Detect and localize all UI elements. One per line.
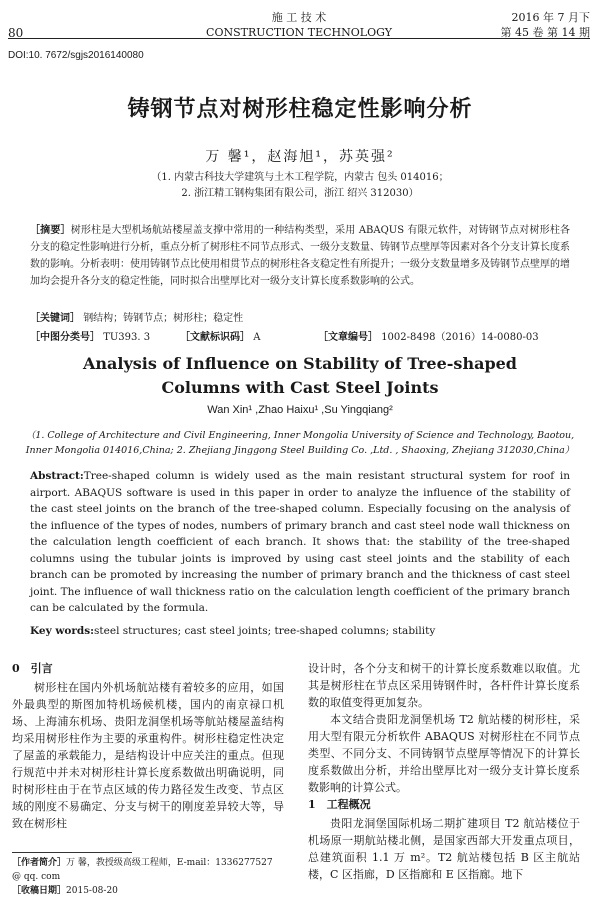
keywords-cn-text: 钢结构；铸钢节点；树形柱；稳定性 [83,313,244,324]
footnote-rule [12,852,132,853]
page-number: 80 [8,26,24,40]
journal-name-en: CONSTRUCTION TECHNOLOGY [206,26,392,39]
paragraph: 本文结合贵阳龙洞堡机场 T2 航站楼的树形柱，采用大型有限元分析软件 ABAQUS 对树形柱在不同节点类型、不同分支、不同铸钢节点壁厚等情况下的计算长度系数做出分析，并给出壁厚比对一级分支计算长度系数影响的计算公式。 [308,713,580,794]
author-bio-text: 万 馨，教授级高级工程师，E-mail：1336277527 @ qq. com [12,858,273,882]
paper-title-en-line1: Analysis of Influence on Stability of Tree-shaped [83,354,517,373]
affiliations-cn [0,170,600,202]
body-column-right [308,660,580,883]
paragraph: 设计时，各个分支和树干的计算长度系数难以取值。尤其是树形柱在节点区采用铸钢件时，各杆件计算长度系数的取值变得更加复杂。 [308,662,580,709]
keywords-en-label: Key words: [30,625,95,637]
abstract-cn-text: 树形柱是大型机场航站楼屋盖支撑中常用的一种结构类型，采用 ABAQUS 有限元软件，对铸钢节点对树形柱各分支的稳定性影响进行分析，重点分析了树形柱不同节点形式、一级分支数量、铸钢节点壁厚等因素对各个分支计算长度系数的影响。分析表明：使用铸钢节点比使用相贯节点的树形柱各支稳定性有所提升；一级分支数量增多及铸钢节点壁厚的增加均会提升各分支的稳定性能，同时拟合出壁厚比对一级分支计算长度系数影响的公式。 [30,225,570,287]
abstract-cn-label: ［摘要］ [30,225,71,236]
header-rule [8,38,590,39]
paper-title-en-line2: Columns with Cast Steel Joints [161,378,439,397]
article-number-label: ［文章编号］ [318,332,378,343]
document-code-value: A [253,332,261,343]
doi: DOI:10. 7672/sgjs2016140080 [8,50,144,61]
clc-value: TU393. 3 [103,332,151,343]
abstract-en-label: Abstract: [30,470,84,482]
keywords-cn [30,309,570,324]
received-date-value: 2015-08-20 [66,886,118,896]
document-code-label: ［文献标识码］ [180,332,250,343]
authors-en: Wan Xin¹ ,Zhao Haixu¹ ,Su Yingqiang² [207,404,393,416]
affiliations-en [24,428,576,458]
issue-date: 2016 年 7 月下 [511,11,590,24]
article-number-value: 1002-8498（2016）14-0080-03 [381,332,539,343]
abstract-cn [30,222,570,290]
authors-cn: 万 馨¹，赵海旭¹，苏英强² [205,149,395,165]
affiliation-en-1: （1. College of Architecture and Civil Engineering, Inner Mongolia University of Science and Technology, Baotou, [25,430,575,441]
abstract-en-text: Tree-shaped column is widely used as the main resistant structural system for roof in airport. ABAQUS software is used in this paper in order to analyze the influence of the stability of the cast steel joints on the branch of the tree-shaped column. Especially focusing on the analysis of the influence of the types of nodes, numbers of primary branch and cast steel node wall thickness on the calculation length coefficient of each branch. It shows that: the stability of the tree-shaped columns using the tubular joints is improved by using cast steel joints and the stability of each branch can be promoted by increasing the number of primary branch and the thickness of cast steel joint. The influence of wall thickness ratio on the calculation length coefficient of the primary branch can be calculated by the formula. [30,470,570,614]
keywords-en [30,625,570,637]
author-bio-label: ［作者简介］ [12,858,67,868]
clc-code [30,328,150,343]
affiliation-en-2: Inner Mongolia 014016,China; 2. Zhejiang Jinggong Steel Building Co. ,Ltd. , Shaoxing, Zhejiang 312030,China） [25,445,575,456]
affiliation-cn-2: 2. 浙江精工钢构集团有限公司，浙江 绍兴 312030） [181,188,419,199]
footnote [12,856,284,898]
keywords-cn-label: ［关键词］ [30,313,80,324]
section-heading-overview: 1 工程概况 [308,798,371,811]
author-bio [12,856,284,884]
article-number [318,328,539,343]
clc-label: ［中图分类号］ [30,332,100,343]
paper-title-cn: 铸钢节点对树形柱稳定性影响分析 [127,96,473,122]
journal-name-cn: 施 工 技 术 [271,11,327,24]
issue-info [501,10,590,40]
abstract-en [30,468,570,617]
paragraph: 树形柱在国内外机场航站楼有着较多的应用，如国外最典型的斯图加特机场候机楼，国内的南京禄口机场、上海浦东机场、贵阳龙洞堡机场等航站楼屋盖结构均采用树形柱作为主要的承重构件。树形柱稳定性决定了屋盖的承载能力，是结构设计中应关注的重点。但现行规范中并未对树形柱计算长度系数做出明确说明，同时树形柱由于在节点区域的传力路径发生改变、节点区域的刚度不易确定、分支与树干的刚度差异较大等，导致在树形柱 [12,681,284,830]
section-heading-introduction: 0 引言 [12,662,53,675]
received-date-label: ［收稿日期］ [12,886,67,896]
issue-volume: 第 45 卷 第 14 期 [500,26,590,39]
body-column-left [12,660,284,832]
paragraph: 贵阳龙洞堡国际机场二期扩建项目 T2 航站楼位于机场原一期航站楼北侧，是国家西部大开发重点项目，总建筑面积 1.1 万 m²。T2 航站楼包括 B 区主航站楼，C 区指廊，D 区指廊和 E 区指廊。地下 [308,817,580,881]
document-code [180,328,260,343]
affiliation-cn-1: （1. 内蒙古科技大学建筑与土木工程学院，内蒙古 包头 014016； [151,172,449,183]
keywords-en-text: steel structures; cast steel joints; tree-shaped columns; stability [94,625,436,637]
received-date [12,884,284,898]
paper-title-en [0,352,600,400]
